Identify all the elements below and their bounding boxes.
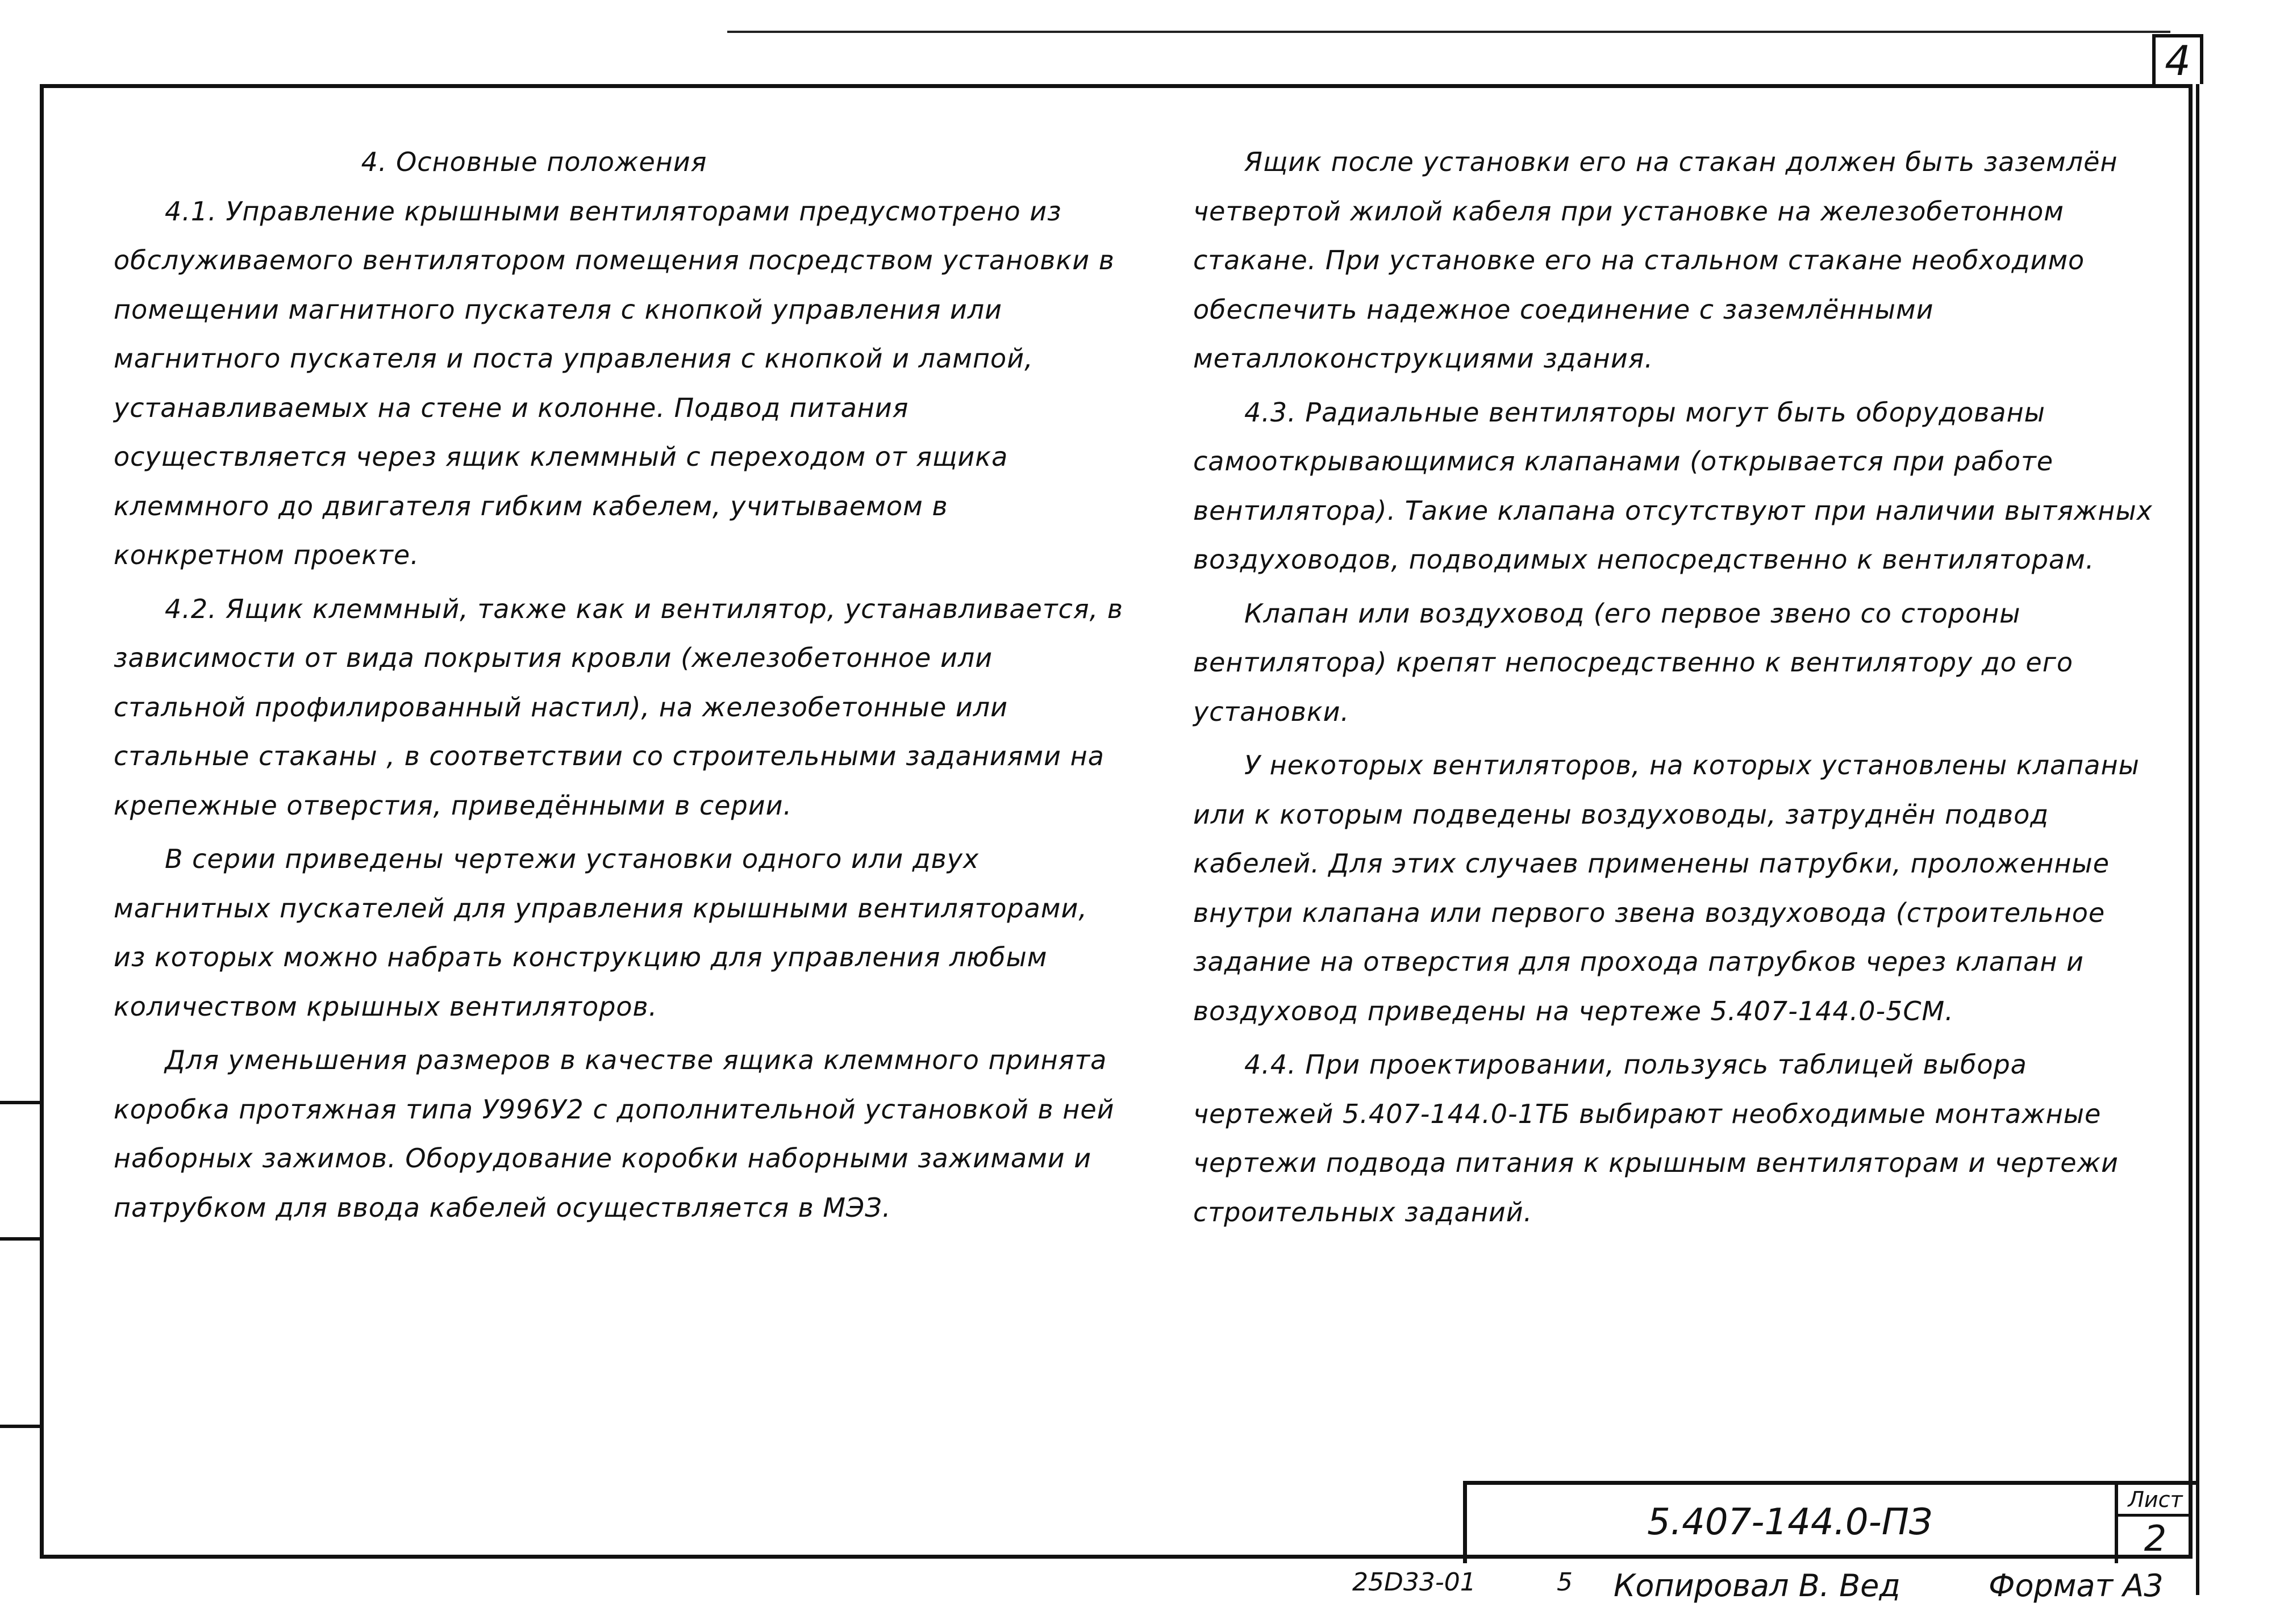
page-number: 4 [2152,34,2203,84]
sheet-label: Лист [2118,1485,2193,1517]
document-code: 5.407-144.0-ПЗ [1647,1501,1932,1543]
archive-number: 25D33-01 [1352,1568,1476,1597]
right-text-column [1193,137,2173,1237]
margin-tick [0,1101,40,1104]
paragraph-4-3: 4.3. Радиальные вентиляторы могут быть оборудованы самооткрывающимися клапанами (открывается при работе вентилятора). Такие клапана отсутствуют при наличии вытяжных воздуховодов, подводимых непосредственно к вентиляторам. [1193,396,2153,575]
sheet-format: Формат А3 [1989,1568,2164,1604]
paragraph-4-2: 4.2. Ящик клеммный, также как и вентилятор, устанавливается, в зависимости от вида покрытия кровли (железобетонное или стальной профилированный настил), на железобетонные или стальные стаканы , в соответствии со строительными заданиями на крепежные отверстия, приведёнными в серии. [114,593,1123,821]
left-text-column [114,137,1125,1232]
copied-by: Копировал В. Вед [1614,1568,1900,1604]
footer [1352,1563,2193,1614]
sheet-number: 2 [2144,1517,2167,1559]
paragraph-cable-entry: У некоторых вентиляторов, на которых установлены клапаны или к которым подведены воздуховоды, затруднён подвод кабелей. Для этих случаев применены патрубки, проложенные внутри клапана или первого звена воздуховода (строительное задание на отверстия для прохода патрубков через клапан и воздуховод приведены на чертеже 5.407-144.0-5СМ. [1193,750,2140,1026]
copy-number: 5 [1557,1568,1573,1597]
section-heading: 4. Основные положения [361,147,707,177]
paragraph-4-1: 4.1. Управление крышными вентиляторами предусмотрено из обслуживаемого вентилятором помещения посредством установки в помещении магнитного пускателя с кнопкой управления или магнитного пускателя и поста управления с кнопкой и лампой, устанавливаемых на стене и колонне. Подвод питания осуществляется через ящик клеммный с переходом от ящика клеммного до двигателя гибким кабелем, учитываемом в конкретном проекте. [114,195,1115,570]
paragraph-valve-mounting: Клапан или воздуховод (его первое звено со стороны вентилятора) крепят непосредственно к вентилятору до его установки. [1193,598,2074,727]
frame-right-edge [2196,84,2199,1595]
paragraph-grounding: Ящик после установки его на стакан должен быть заземлён четвертой жилой кабеля при установке на железобетонном стакане. При установке его на стальном стакане необходимо обеспечить надежное соединение с заземлёнными металлоконструкциями здания. [1193,147,2118,374]
margin-tick [0,1425,40,1428]
paragraph-terminal-box: Для уменьшения размеров в качестве ящика клеммного принята коробка протяжная типа У996У2 с дополнительной установкой в ней наборных зажимов. Оборудование коробки наборными зажимами и патрубком для ввода кабелей осуществляется в МЭЗ. [114,1045,1115,1223]
top-border-rule [727,31,2170,33]
paragraph-4-4: 4.4. При проектировании, пользуясь таблицей выбора чертежей 5.407-144.0-1ТБ выбирают необходимые монтажные чертежи подвода питания к крышным вентиляторам и чертежи строительных заданий. [1193,1049,2119,1228]
paragraph-series-drawings: В серии приведены чертежи установки одного или двух магнитных пускателей для управления крышными вентиляторами, из которых можно набрать конструкцию для управления любым количеством крышных вентиляторов. [114,844,1088,1022]
margin-tick [0,1237,40,1241]
